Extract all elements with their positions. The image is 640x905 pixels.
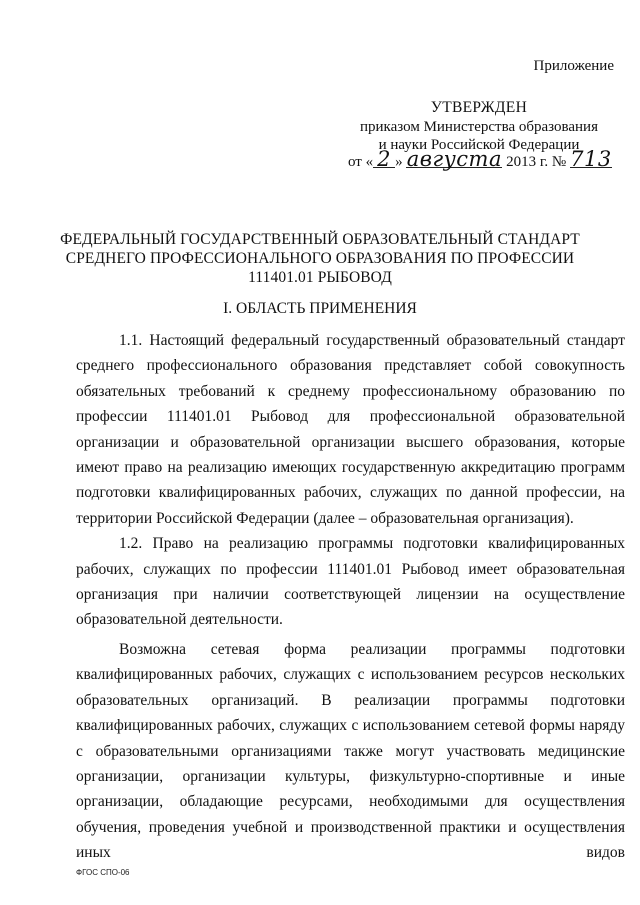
footer-code: ФГОС СПО-06 bbox=[76, 868, 130, 877]
standard-title bbox=[40, 230, 600, 287]
body-text bbox=[76, 328, 625, 866]
paragraph-1-1: 1.1. Настоящий федеральный государственный образовательный стандарт среднего профессионального образования представляет собой совокупность обязательных требований к среднему профессиональному образованию по профессии 111401.01 Рыбовод для профессиональной образовательной организации и образовательной организации высшего образования, которые имеют право на реализацию имеющих государственную аккредитацию программ подготовки квалифицированных рабочих, служащих по данной профессии, на территории Российской Федерации (далее – образовательная организация). bbox=[76, 332, 625, 527]
order-year-number-label: 2013 г. № bbox=[506, 154, 567, 170]
order-from-prefix: от « bbox=[348, 154, 374, 170]
approval-block bbox=[344, 99, 614, 154]
paragraph-1-2: 1.2. Право на реализацию программы подготовки квалифицированных рабочих, служащих по профессии 111401.01 Рыбовод имеет образовательная организация при наличии соответствующей лицензии на осуществление образовательной деятельности. bbox=[76, 535, 625, 629]
order-number-handwritten: 713 bbox=[570, 147, 612, 171]
appendix-label: Приложение bbox=[533, 58, 614, 74]
order-month-handwritten: августа bbox=[406, 147, 502, 171]
standard-title-line-3: 111401.01 РЫБОВОД bbox=[248, 269, 392, 286]
standard-title-line-2: СРЕДНЕГО ПРОФЕССИОНАЛЬНОГО ОБРАЗОВАНИЯ ПО ПРОФЕССИИ bbox=[65, 250, 575, 267]
section-title: I. ОБЛАСТЬ ПРИМЕНЕНИЯ bbox=[223, 300, 417, 317]
approval-line-1: приказом Министерства образования bbox=[360, 119, 598, 135]
order-close-quote: » bbox=[395, 154, 403, 170]
order-day-handwritten: 2 bbox=[373, 151, 395, 168]
order-date-line bbox=[348, 147, 612, 171]
approval-line-2: и науки Российской Федерации bbox=[378, 137, 580, 153]
paragraph-network-form: Возможна сетевая форма реализации программы подготовки квалифицированных рабочих, служащих с использованием ресурсов нескольких образовательных организаций. В реализации программы подготовки квалифицированных рабочих, служащих с использованием сетевой формы наряду с образовательными организациями также могут участвовать медицинские организации, организации культуры, физкультурно-спортивные и иные организации, обладающие ресурсами, необходимыми для осуществления обучения, проведения учебной и производственной практики и осуществления иных видов bbox=[76, 640, 625, 862]
standard-title-line-1: ФЕДЕРАЛЬНЫЙ ГОСУДАРСТВЕННЫЙ ОБРАЗОВАТЕЛЬНЫЙ СТАНДАРТ bbox=[60, 231, 580, 248]
approved-heading: УТВЕРЖДЕН bbox=[430, 99, 528, 116]
